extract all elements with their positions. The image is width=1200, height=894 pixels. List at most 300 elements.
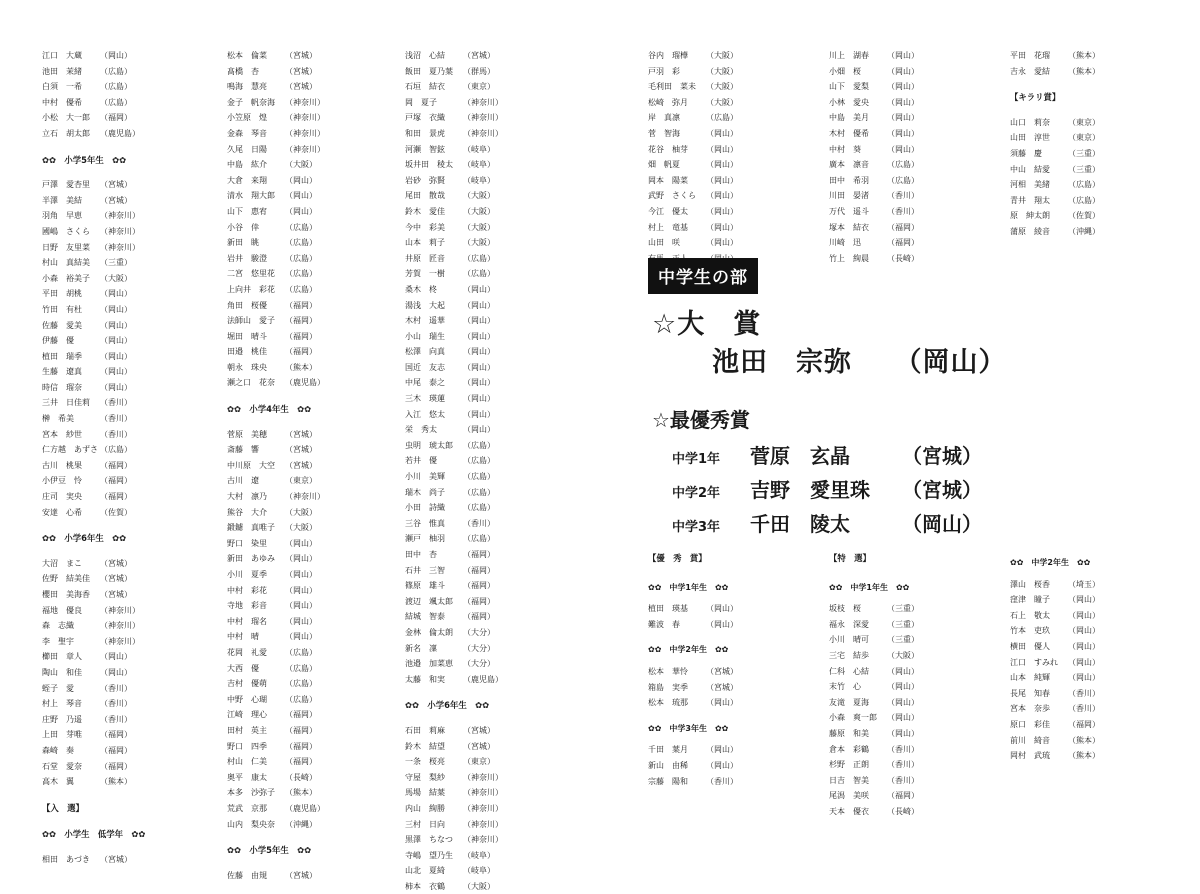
prefecture: （神奈川） xyxy=(463,803,503,813)
list-item xyxy=(648,758,738,774)
list-item xyxy=(1010,686,1100,702)
person-name: 万代 遥斗 xyxy=(829,206,869,216)
prefecture: （岡山） xyxy=(706,175,738,185)
prefecture: （熊本） xyxy=(1068,66,1100,76)
list-item xyxy=(227,723,325,739)
person-name: 植田 瑞季 xyxy=(42,351,82,361)
person-name: 花岡 礼愛 xyxy=(227,647,267,657)
list-item xyxy=(227,126,325,142)
list-item xyxy=(829,110,919,126)
person-name: 小畑 桜 xyxy=(829,66,861,76)
prefecture: （広島） xyxy=(887,160,919,170)
list-item xyxy=(405,204,503,220)
prefecture: （福岡） xyxy=(463,612,495,622)
person-name: 小川 夏季 xyxy=(227,570,267,579)
prefecture: （岡山） xyxy=(100,667,132,677)
person-name: 原 紳太朗 xyxy=(1010,211,1050,221)
prefecture: （香川） xyxy=(100,683,132,693)
prefecture: （岡山） xyxy=(706,128,738,138)
list-item xyxy=(42,587,145,603)
person-name: 江崎 理心 xyxy=(227,710,267,720)
person-name: 森崎 奏 xyxy=(42,745,74,755)
list-item xyxy=(227,645,325,661)
column-5 xyxy=(829,48,919,266)
prefecture: （大阪） xyxy=(463,881,495,891)
person-name: 山内 梨央奈 xyxy=(227,819,275,829)
prefecture: （広島） xyxy=(463,253,495,263)
person-name: 江口 すみれ xyxy=(1010,657,1058,667)
excellence-title: ☆最優秀賞 xyxy=(652,408,750,432)
list-item xyxy=(42,286,145,302)
list-item xyxy=(829,788,919,804)
prefecture: （神奈川） xyxy=(100,226,140,236)
list-item xyxy=(405,329,503,345)
person-name: 小笠原 煌 xyxy=(227,113,267,123)
prefecture: （広島） xyxy=(285,284,317,294)
prefecture: （宮城） xyxy=(285,445,317,455)
person-name: 熊谷 大介 xyxy=(227,507,267,517)
prefecture: （広島） xyxy=(706,113,738,123)
excellence-name: 吉野 愛里珠 xyxy=(750,478,870,502)
prefecture: （香川） xyxy=(1068,688,1100,698)
person-name: 飯田 夏乃葉 xyxy=(405,66,453,76)
prefecture: （広島） xyxy=(100,82,132,92)
prefecture: （岡山） xyxy=(1068,673,1100,683)
list-item xyxy=(227,360,325,376)
prefecture: （広島） xyxy=(463,487,495,497)
list-item xyxy=(829,617,919,633)
person-name: 湯浅 大起 xyxy=(405,300,445,310)
list-item xyxy=(42,126,145,142)
person-name: 石田 莉麻 xyxy=(405,725,445,735)
prefecture: （岡山） xyxy=(463,316,495,326)
prefecture: （岡山） xyxy=(463,300,495,310)
list-item xyxy=(227,266,325,282)
list-item xyxy=(829,204,919,220)
prefecture: （香川） xyxy=(100,714,132,724)
section-heading: ✿✿ 小学5年生 ✿✿ xyxy=(42,154,127,165)
prefecture: （岡山） xyxy=(706,238,738,248)
person-name: 仁科 心結 xyxy=(829,666,869,676)
prefecture: （大阪） xyxy=(706,66,738,76)
person-name: 坂井田 稜太 xyxy=(405,160,453,170)
list-item xyxy=(405,235,503,251)
list-item xyxy=(405,79,503,95)
person-name: 小松 大一郎 xyxy=(42,113,90,123)
prefecture: （広島） xyxy=(285,222,317,232)
prefecture: （福岡） xyxy=(285,331,317,341)
list-item xyxy=(648,695,738,711)
person-name: 和田 景虎 xyxy=(405,128,445,138)
prefecture: （福岡） xyxy=(100,113,132,123)
prefecture: （宮城） xyxy=(100,590,132,599)
person-name: 新山 由稀 xyxy=(648,760,688,770)
prefecture: （広島） xyxy=(463,440,495,450)
list-item xyxy=(227,48,325,64)
excellence-grade: 中学1年 xyxy=(672,452,721,467)
list-item xyxy=(227,868,325,884)
list-item xyxy=(227,505,325,521)
person-name: 山下 惠宥 xyxy=(227,206,267,216)
person-name: 末竹 心 xyxy=(829,682,861,692)
grade-heading: ✿✿ 中学2年生 ✿✿ xyxy=(648,645,729,655)
prefecture: （岡山） xyxy=(285,538,317,548)
person-name: 廣本 凛音 xyxy=(829,160,869,170)
prefecture: （岡山） xyxy=(285,191,317,201)
prefecture: （岡山） xyxy=(100,289,132,299)
person-name: 三宅 結歩 xyxy=(829,650,869,660)
list-item xyxy=(829,742,919,758)
person-name: 松崎 弥月 xyxy=(648,97,688,107)
prefecture: （大阪） xyxy=(706,51,738,60)
excellence-pref: （宮城） xyxy=(902,478,982,502)
list-item xyxy=(227,79,325,95)
list-item xyxy=(1010,130,1100,146)
list-item xyxy=(42,79,145,95)
person-name: 村上 竜基 xyxy=(648,222,688,232)
excellence-grade: 中学2年 xyxy=(672,486,721,501)
prefecture: （福岡） xyxy=(1068,719,1100,729)
person-name: 田邉 桃佳 xyxy=(227,347,267,357)
excellence-pref: （宮城） xyxy=(902,444,982,468)
list-item xyxy=(227,801,325,817)
list-item xyxy=(227,220,325,236)
person-name: 柿本 衣鶴 xyxy=(405,881,445,891)
prefecture: （岡山） xyxy=(887,51,919,60)
list-item xyxy=(1010,115,1100,131)
list-item xyxy=(1010,623,1100,639)
person-name: 篠原 雄斗 xyxy=(405,581,445,591)
list-item xyxy=(405,578,503,594)
list-item xyxy=(405,563,503,579)
person-name: 石井 三智 xyxy=(405,565,445,575)
person-name: 芳賀 一樹 xyxy=(405,269,445,279)
prefecture: （福岡） xyxy=(887,222,919,232)
list-item xyxy=(829,648,919,664)
person-name: 小谷 倖 xyxy=(227,222,259,232)
list-item xyxy=(829,632,919,648)
prefecture: （香川） xyxy=(706,776,738,786)
prefecture: （宮城） xyxy=(285,51,317,60)
prefecture: （福岡） xyxy=(285,741,317,751)
excellence-row xyxy=(672,508,982,537)
prefecture: （熊本） xyxy=(100,777,132,787)
list-item xyxy=(42,852,145,868)
person-name: 戸羽 彩 xyxy=(648,66,680,76)
person-name: 横田 優人 xyxy=(1010,641,1050,651)
list-item xyxy=(227,551,325,567)
prefecture: （岡山） xyxy=(1068,610,1100,620)
prefecture: （宮城） xyxy=(100,558,132,568)
list-item xyxy=(405,142,503,158)
prefecture: （広島） xyxy=(285,269,317,279)
person-name: 原口 彩佳 xyxy=(1010,719,1050,729)
prefecture: （三重） xyxy=(887,635,919,645)
prefecture: （宮城） xyxy=(100,574,132,584)
person-name: 髙橋 杏 xyxy=(227,66,259,76)
list-item xyxy=(227,282,325,298)
list-item xyxy=(1010,193,1100,209)
person-name: 國嶋 さくら xyxy=(42,226,90,236)
person-name: 竹上 絢晨 xyxy=(829,253,869,263)
list-item xyxy=(227,313,325,329)
prefecture: （岡山） xyxy=(706,160,738,170)
list-item xyxy=(829,710,919,726)
person-name: 山下 愛梨 xyxy=(829,82,869,92)
prefecture: （広島） xyxy=(1068,180,1100,190)
list-item xyxy=(829,173,919,189)
column-4 xyxy=(648,48,738,266)
person-name: 時信 瑠奈 xyxy=(42,382,82,392)
prefecture: （神奈川） xyxy=(463,128,503,138)
person-name: 三木 瑛蓮 xyxy=(405,394,445,404)
grade-heading: ✿✿ 中学1年生 ✿✿ xyxy=(648,582,729,592)
list-item xyxy=(405,723,503,739)
list-item xyxy=(405,407,503,423)
prefecture: （香川） xyxy=(887,206,919,216)
prefecture: （岡山） xyxy=(1068,641,1100,651)
person-name: 森 志織 xyxy=(42,621,74,631)
list-item xyxy=(405,298,503,314)
list-item xyxy=(42,95,145,111)
list-item xyxy=(405,785,503,801)
person-name: 金林 倫太朗 xyxy=(405,627,453,637)
prefecture: （岡山） xyxy=(887,66,919,76)
section-heading: ✿✿ 小学6年生 ✿✿ xyxy=(42,533,127,544)
person-name: 中尾 泰之 xyxy=(405,378,445,388)
prefecture: （岡山） xyxy=(100,351,132,361)
list-item xyxy=(648,774,738,790)
person-name: 中村 晴 xyxy=(227,632,259,642)
prefecture: （大阪） xyxy=(285,160,317,170)
prefecture: （長崎） xyxy=(887,806,919,816)
person-name: 古川 遼 xyxy=(227,476,259,486)
list-item xyxy=(42,458,145,474)
prefecture: （大阪） xyxy=(706,82,738,92)
list-item xyxy=(405,672,503,688)
person-name: 長尾 知春 xyxy=(1010,688,1050,698)
person-name: 岡村 武琉 xyxy=(1010,751,1050,761)
prefecture: （福岡） xyxy=(463,596,495,606)
person-name: 渡辺 颯太郎 xyxy=(405,596,453,606)
excellence-row xyxy=(672,440,982,469)
prefecture: （宮城） xyxy=(285,429,317,439)
column-6 xyxy=(1010,48,1100,240)
person-name: 結城 智泰 xyxy=(405,612,445,622)
list-item xyxy=(829,157,919,173)
prefecture: （岡山） xyxy=(1068,595,1100,605)
list-item xyxy=(227,298,325,314)
prefecture: （神奈川） xyxy=(463,835,503,845)
prefecture: （東京） xyxy=(1068,133,1100,143)
prefecture: （岡山） xyxy=(463,425,495,435)
prefecture: （岡山） xyxy=(887,728,919,738)
prefecture: （三重） xyxy=(887,619,919,629)
prefecture: （福岡） xyxy=(100,492,132,502)
prefecture: （鹿児島） xyxy=(100,128,140,138)
person-name: 尾潟 美咲 xyxy=(829,791,869,801)
list-item xyxy=(1010,577,1100,593)
prefecture: （岡山） xyxy=(706,698,738,708)
list-item xyxy=(227,567,325,583)
person-name: 瑞木 尚子 xyxy=(405,487,445,497)
list-item xyxy=(227,442,325,458)
person-name: 庄野 乃遥 xyxy=(42,714,82,724)
person-name: 中村 優希 xyxy=(42,97,82,107)
list-item xyxy=(42,696,145,712)
list-item xyxy=(648,95,738,111)
person-name: 池邉 加菜恵 xyxy=(405,659,453,669)
prefecture: （香川） xyxy=(100,699,132,709)
prefecture: （岡山） xyxy=(463,362,495,372)
prefecture: （大阪） xyxy=(463,206,495,216)
person-name: 江口 大蔵 xyxy=(42,51,82,60)
person-name: 松本 華怜 xyxy=(648,666,688,676)
person-name: 石上 敬太 xyxy=(1010,610,1050,620)
person-name: 瀬戸 柚羽 xyxy=(405,534,445,544)
list-item xyxy=(42,649,145,665)
prefecture: （岡山） xyxy=(463,378,495,388)
list-item xyxy=(227,95,325,111)
person-name: 鈴木 結望 xyxy=(405,741,445,751)
list-item xyxy=(405,173,503,189)
yushu-block xyxy=(648,551,738,789)
person-name: 谷内 瑠樺 xyxy=(648,51,688,60)
person-name: 松本 倫菜 xyxy=(227,51,267,60)
list-item xyxy=(829,142,919,158)
list-item xyxy=(405,251,503,267)
prefecture: （神奈川） xyxy=(285,492,325,502)
person-name: 松本 琉那 xyxy=(648,698,688,708)
prefecture: （香川） xyxy=(100,429,132,439)
person-name: 倉本 彩鶴 xyxy=(829,744,869,754)
column-1 xyxy=(42,48,145,868)
prefecture: （岡山） xyxy=(100,304,132,314)
prefecture: （広島） xyxy=(285,679,317,689)
list-item xyxy=(829,601,919,617)
list-item xyxy=(829,64,919,80)
list-item xyxy=(42,759,145,775)
prefecture: （神奈川） xyxy=(100,211,140,221)
list-item xyxy=(42,634,145,650)
prefecture: （東京） xyxy=(1068,117,1100,127)
person-name: 朝永 珠央 xyxy=(227,362,267,372)
person-name: 蛭子 愛 xyxy=(42,683,74,693)
person-name: 杉野 正朗 xyxy=(829,760,869,770)
list-item xyxy=(829,679,919,695)
person-name: 榊 希美 xyxy=(42,414,74,424)
grand-prize-winner: 池田 宗弥 （岡山） xyxy=(712,347,1007,378)
prefecture: （広島） xyxy=(887,175,919,185)
grand-prize-title: ☆大 賞 xyxy=(652,309,762,340)
prefecture: （群馬） xyxy=(463,66,495,76)
prefecture: （宮城） xyxy=(463,725,495,735)
list-item xyxy=(829,95,919,111)
person-name: 羽角 早恵 xyxy=(42,211,82,221)
prefecture: （広島） xyxy=(463,269,495,279)
person-name: 櫻田 美海香 xyxy=(42,590,90,599)
person-name: 中村 瑠名 xyxy=(227,616,267,626)
prefecture: （神奈川） xyxy=(285,113,325,123)
list-item xyxy=(227,173,325,189)
excellence-pref: （岡山） xyxy=(902,512,982,536)
list-item xyxy=(227,614,325,630)
grade-heading: ✿✿ 中学2年生 ✿✿ xyxy=(1010,558,1091,567)
excellence-grade: 中学3年 xyxy=(672,520,721,535)
prefecture: （熊本） xyxy=(1068,735,1100,745)
prefecture: （香川） xyxy=(887,775,919,785)
list-item xyxy=(829,664,919,680)
prefecture: （岡山） xyxy=(100,652,132,662)
prefecture: （岡山） xyxy=(887,97,919,107)
person-name: 二宮 悠里花 xyxy=(227,269,275,279)
person-name: 佐野 結美佳 xyxy=(42,574,90,584)
prefecture: （大阪） xyxy=(463,238,495,248)
person-name: 国近 友志 xyxy=(405,362,445,372)
prefecture: （熊本） xyxy=(1068,751,1100,761)
person-name: 野口 四季 xyxy=(227,741,267,751)
person-name: 村山 仁美 xyxy=(227,757,267,767)
list-item xyxy=(227,489,325,505)
person-name: 庄司 実央 xyxy=(42,492,82,502)
person-name: 河瀬 智鉉 xyxy=(405,144,445,154)
list-item xyxy=(227,770,325,786)
list-item xyxy=(42,208,145,224)
list-item xyxy=(227,458,325,474)
prefecture: （岐阜） xyxy=(463,175,495,185)
prefecture: （長崎） xyxy=(887,253,919,263)
person-name: 佐藤 愛美 xyxy=(42,320,82,330)
person-name: 金森 琴音 xyxy=(227,128,267,138)
prefecture: （広島） xyxy=(285,663,317,673)
person-name: 植田 瑛基 xyxy=(648,604,688,614)
prefecture: （福岡） xyxy=(285,316,317,326)
list-item xyxy=(42,302,145,318)
prefecture: （岡山） xyxy=(706,206,738,216)
list-item xyxy=(648,48,738,64)
prefecture: （広島） xyxy=(100,66,132,76)
person-name: 半澤 美結 xyxy=(42,195,82,205)
person-name: 李 聖宇 xyxy=(42,636,74,646)
person-name: 友滝 夏海 xyxy=(829,697,869,707)
person-name: 小川 晴可 xyxy=(829,635,869,645)
person-name: 日吉 智美 xyxy=(829,775,869,785)
list-item xyxy=(42,489,145,505)
prefecture: （香川） xyxy=(887,760,919,770)
prefecture: （岡山） xyxy=(285,175,317,185)
person-name: 村山 真結美 xyxy=(42,258,90,268)
prefecture: （岡山） xyxy=(887,697,919,707)
prefecture: （岡山） xyxy=(100,367,132,377)
person-name: 安達 心希 xyxy=(42,507,82,517)
prefecture: （大阪） xyxy=(463,191,495,201)
prefecture: （岡山） xyxy=(463,347,495,357)
person-name: 日野 友里菜 xyxy=(42,242,90,252)
prefecture: （広島） xyxy=(285,647,317,657)
tokusen-block-2 xyxy=(1010,551,1100,764)
prefecture: （沖縄） xyxy=(285,819,317,829)
prefecture: （岡山） xyxy=(463,331,495,341)
person-name: 本多 沙弥子 xyxy=(227,788,275,798)
person-name: 入江 悠太 xyxy=(405,409,445,419)
person-name: 尾田 散哉 xyxy=(405,191,445,201)
prefecture: （神奈川） xyxy=(463,819,503,829)
person-name: 小森 爽一郎 xyxy=(829,713,877,723)
person-name: 木村 優希 xyxy=(829,128,869,138)
person-name: 法師山 愛子 xyxy=(227,316,275,326)
list-item xyxy=(227,785,325,801)
person-name: 木村 遥華 xyxy=(405,316,445,326)
